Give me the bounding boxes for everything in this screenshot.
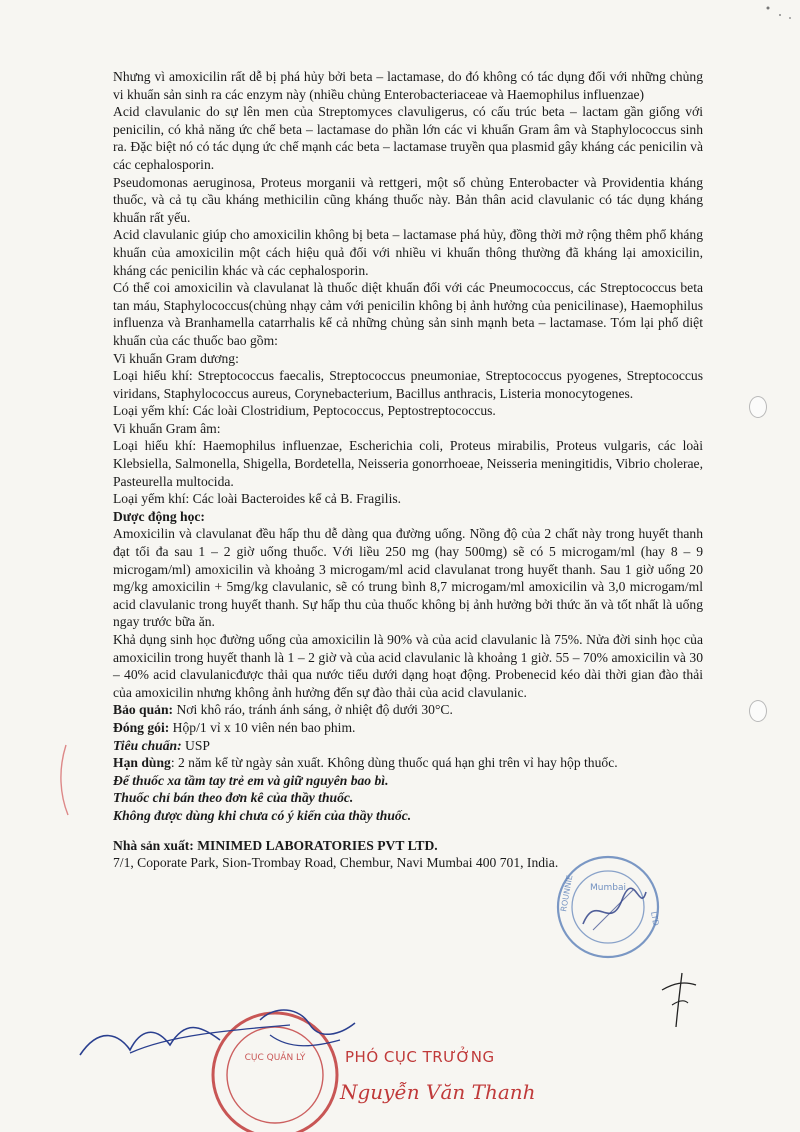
punch-hole-lower (749, 700, 767, 722)
packaging-line (113, 719, 703, 737)
paragraph-absorption: Amoxicilin và clavulanat đều hấp thu dễ dàng qua đường uống. Nồng độ của 2 chất này trong huyết thanh đạt tối đa sau 1 – 2 giờ uống thuốc. Với liều 250 mg (hay 500mg) sẽ có 5 microgam/ml (hay 8 – 9 microgam/ml) amoxicilin và khoảng 3 microgam/ml acid clavulanat trong huyết thanh. Sau 1 giờ uống 20 mg/kg amoxicilin + 5mg/kg clavulanic, sẽ có trung bình 8,7 microgam/ml amoxicilin và 3,0 microgam/ml acid clavulanic trong huyết thanh. Sự hấp thu của thuốc không bị ảnh hưởng bởi thức ăn và tốt nhất là uống ngay trước bữa ăn. (113, 526, 703, 630)
stamp-side-text: ROUNNIE (559, 874, 575, 913)
gram-positive-heading: Vi khuẩn Gram dương: (113, 350, 239, 366)
storage-label: Bảo quản: (113, 702, 174, 718)
manufacturer-address: 7/1, Coporate Park, Sion-Trombay Road, Chembur, Navi Mumbai 400 701, India. (113, 855, 559, 871)
packaging-label: Đóng gói: (113, 719, 170, 735)
document-body (113, 68, 703, 872)
company-stamp (548, 852, 668, 962)
signature-scribble (70, 995, 370, 1075)
gram-negative-anaerobic: Loại yếm khí: Các loài Bacteroides kể cả B. Fragilis. (113, 491, 402, 507)
paragraph-bactericidal: Có thể coi amoxicilin và clavulanat là thuốc diệt khuẩn đối với các Pneumococcus, các Streptococcus beta tan máu, Staphylococcus(chủng nhạy cảm với penicilin không bị ảnh hưởng của penicilinase), Haemophilus influenza và Branhamella catarrhalis kể cả những chủng sản sinh mạnh beta – lactamase. Tóm lại phổ diệt khuẩn của các thuốc bao gồm: (113, 280, 703, 348)
signatory-name: Nguyễn Văn Thanh (340, 1080, 536, 1104)
expiry-value: : 2 năm kể từ ngày sản xuất. Không dùng thuốc quá hạn ghi trên vỉ hay hộp thuốc. (170, 755, 618, 771)
paragraph-acid-clavulanic-origin: Acid clavulanic do sự lên men của Streptomyces clavuligerus, có cấu trúc beta – lactam gần giống với penicilin, có khả năng ức chế beta – lactamase do phần lớn các vi khuẩn Gram âm và Staphylococcus sinh ra. Đặc biệt nó có tác dụng ức chế mạnh các beta – lactamase truyền qua plasmid gây kháng các penicilin và các cephalosporin. (113, 104, 703, 172)
paragraph-spectrum-extension: Acid clavulanic giúp cho amoxicilin không bị beta – lactamase phá hủy, đồng thời mở rộng thêm phổ kháng khuẩn của amoxicilin một cách hiệu quả đối với nhiều vi khuẩn thông thường đã kháng lại amoxicilin, kháng các penicilin khác và các cephalosporin. (113, 227, 703, 278)
standard-line (113, 737, 703, 755)
stamp-city: Mumbai (590, 883, 626, 893)
standard-value: USP (181, 737, 210, 753)
storage-line (113, 701, 703, 719)
pharmacokinetics-heading: Dược động học: (113, 508, 205, 524)
scan-specks (700, 0, 800, 30)
stamp-ltd: LTD (649, 910, 661, 927)
initials-mark (652, 965, 702, 1035)
warning-prescription: Thuốc chỉ bán theo đơn kê của thầy thuốc. (113, 790, 354, 806)
punch-hole-upper (749, 396, 767, 418)
gram-negative-heading: Vi khuẩn Gram âm: (113, 420, 221, 436)
paragraph-amoxicilin-beta-lactamase: Nhưng vì amoxicilin rất dễ bị phá hủy bởi beta – lactamase, do đó không có tác dụng đối với những chủng vi khuẩn sản sinh ra các enzym này (nhiều chủng Enterobacteriaceae và Haemophilus influenzae) (113, 69, 703, 102)
warning-keep-away: Để thuốc xa tầm tay trẻ em và giữ nguyên bao bì. (113, 772, 389, 788)
packaging-value: Hộp/1 vỉ x 10 viên nén bao phim. (169, 719, 356, 735)
signatory-title: PHÓ CỤC TRƯỞNG (345, 1048, 495, 1066)
seal-text: CỤC QUẢN LÝ (244, 1053, 306, 1063)
storage-value: Nơi khô ráo, tránh ánh sáng, ở nhiệt độ dưới 30°C. (173, 702, 453, 718)
paragraph-bioavailability: Khả dụng sinh học đường uống của amoxicilin là 90% và của acid clavulanic là 75%. Nửa đời sinh học của amoxicilin trong huyết thanh là 1 – 2 giờ và của acid clavulanic là khoảng 1 giờ. 55 – 70% amoxicilin và 30 – 40% acid clavulanicđược thải qua nước tiểu dưới dạng hoạt động. Probenecid kéo dài thời gian đào thải của amoxicilin nhưng không ảnh hưởng đến sự đào thải của acid clavulanic. (113, 632, 703, 700)
gram-positive-anaerobic: Loại yếm khí: Các loài Clostridium, Peptococcus, Peptostreptococcus. (113, 403, 496, 419)
paragraph-resistant-species: Pseudomonas aeruginosa, Proteus morganii và rettgeri, một số chủng Enterobacter và Providentia kháng thuốc, và cả tụ cầu kháng methicilin cũng kháng thuốc này. Bản thân acid clavulanic có tác dụng kháng khuẩn rất yếu. (113, 174, 703, 225)
gram-positive-aerobic: Loại hiếu khí: Streptococcus faecalis, Streptococcus pneumoniae, Streptococcus pyogenes, Streptococcus viridans, Staphylococcus aureus, Corynebacterium, Bacillus anthracis, Listeria monocytogenes. (113, 368, 703, 401)
standard-label: Tiêu chuẩn: (113, 737, 182, 753)
expiry-label: Hạn dùng (113, 755, 171, 771)
manufacturer-label: Nhà sản xuất: MINIMED LABORATORIES PVT LTD. (113, 837, 438, 853)
margin-mark (54, 740, 74, 820)
gram-negative-aerobic: Loại hiếu khí: Haemophilus influenzae, Escherichia coli, Proteus mirabilis, Proteus vulgaris, các loài Klebsiella, Salmonella, Shigella, Bordetella, Neisseria gonorrhoeae, Neisseria meningitidis, Vibrio cholerae, Pasteurella multocida. (113, 438, 703, 489)
warning-consult: Không được dùng khi chưa có ý kiến của thầy thuốc. (113, 807, 412, 823)
expiry-line (113, 754, 703, 772)
